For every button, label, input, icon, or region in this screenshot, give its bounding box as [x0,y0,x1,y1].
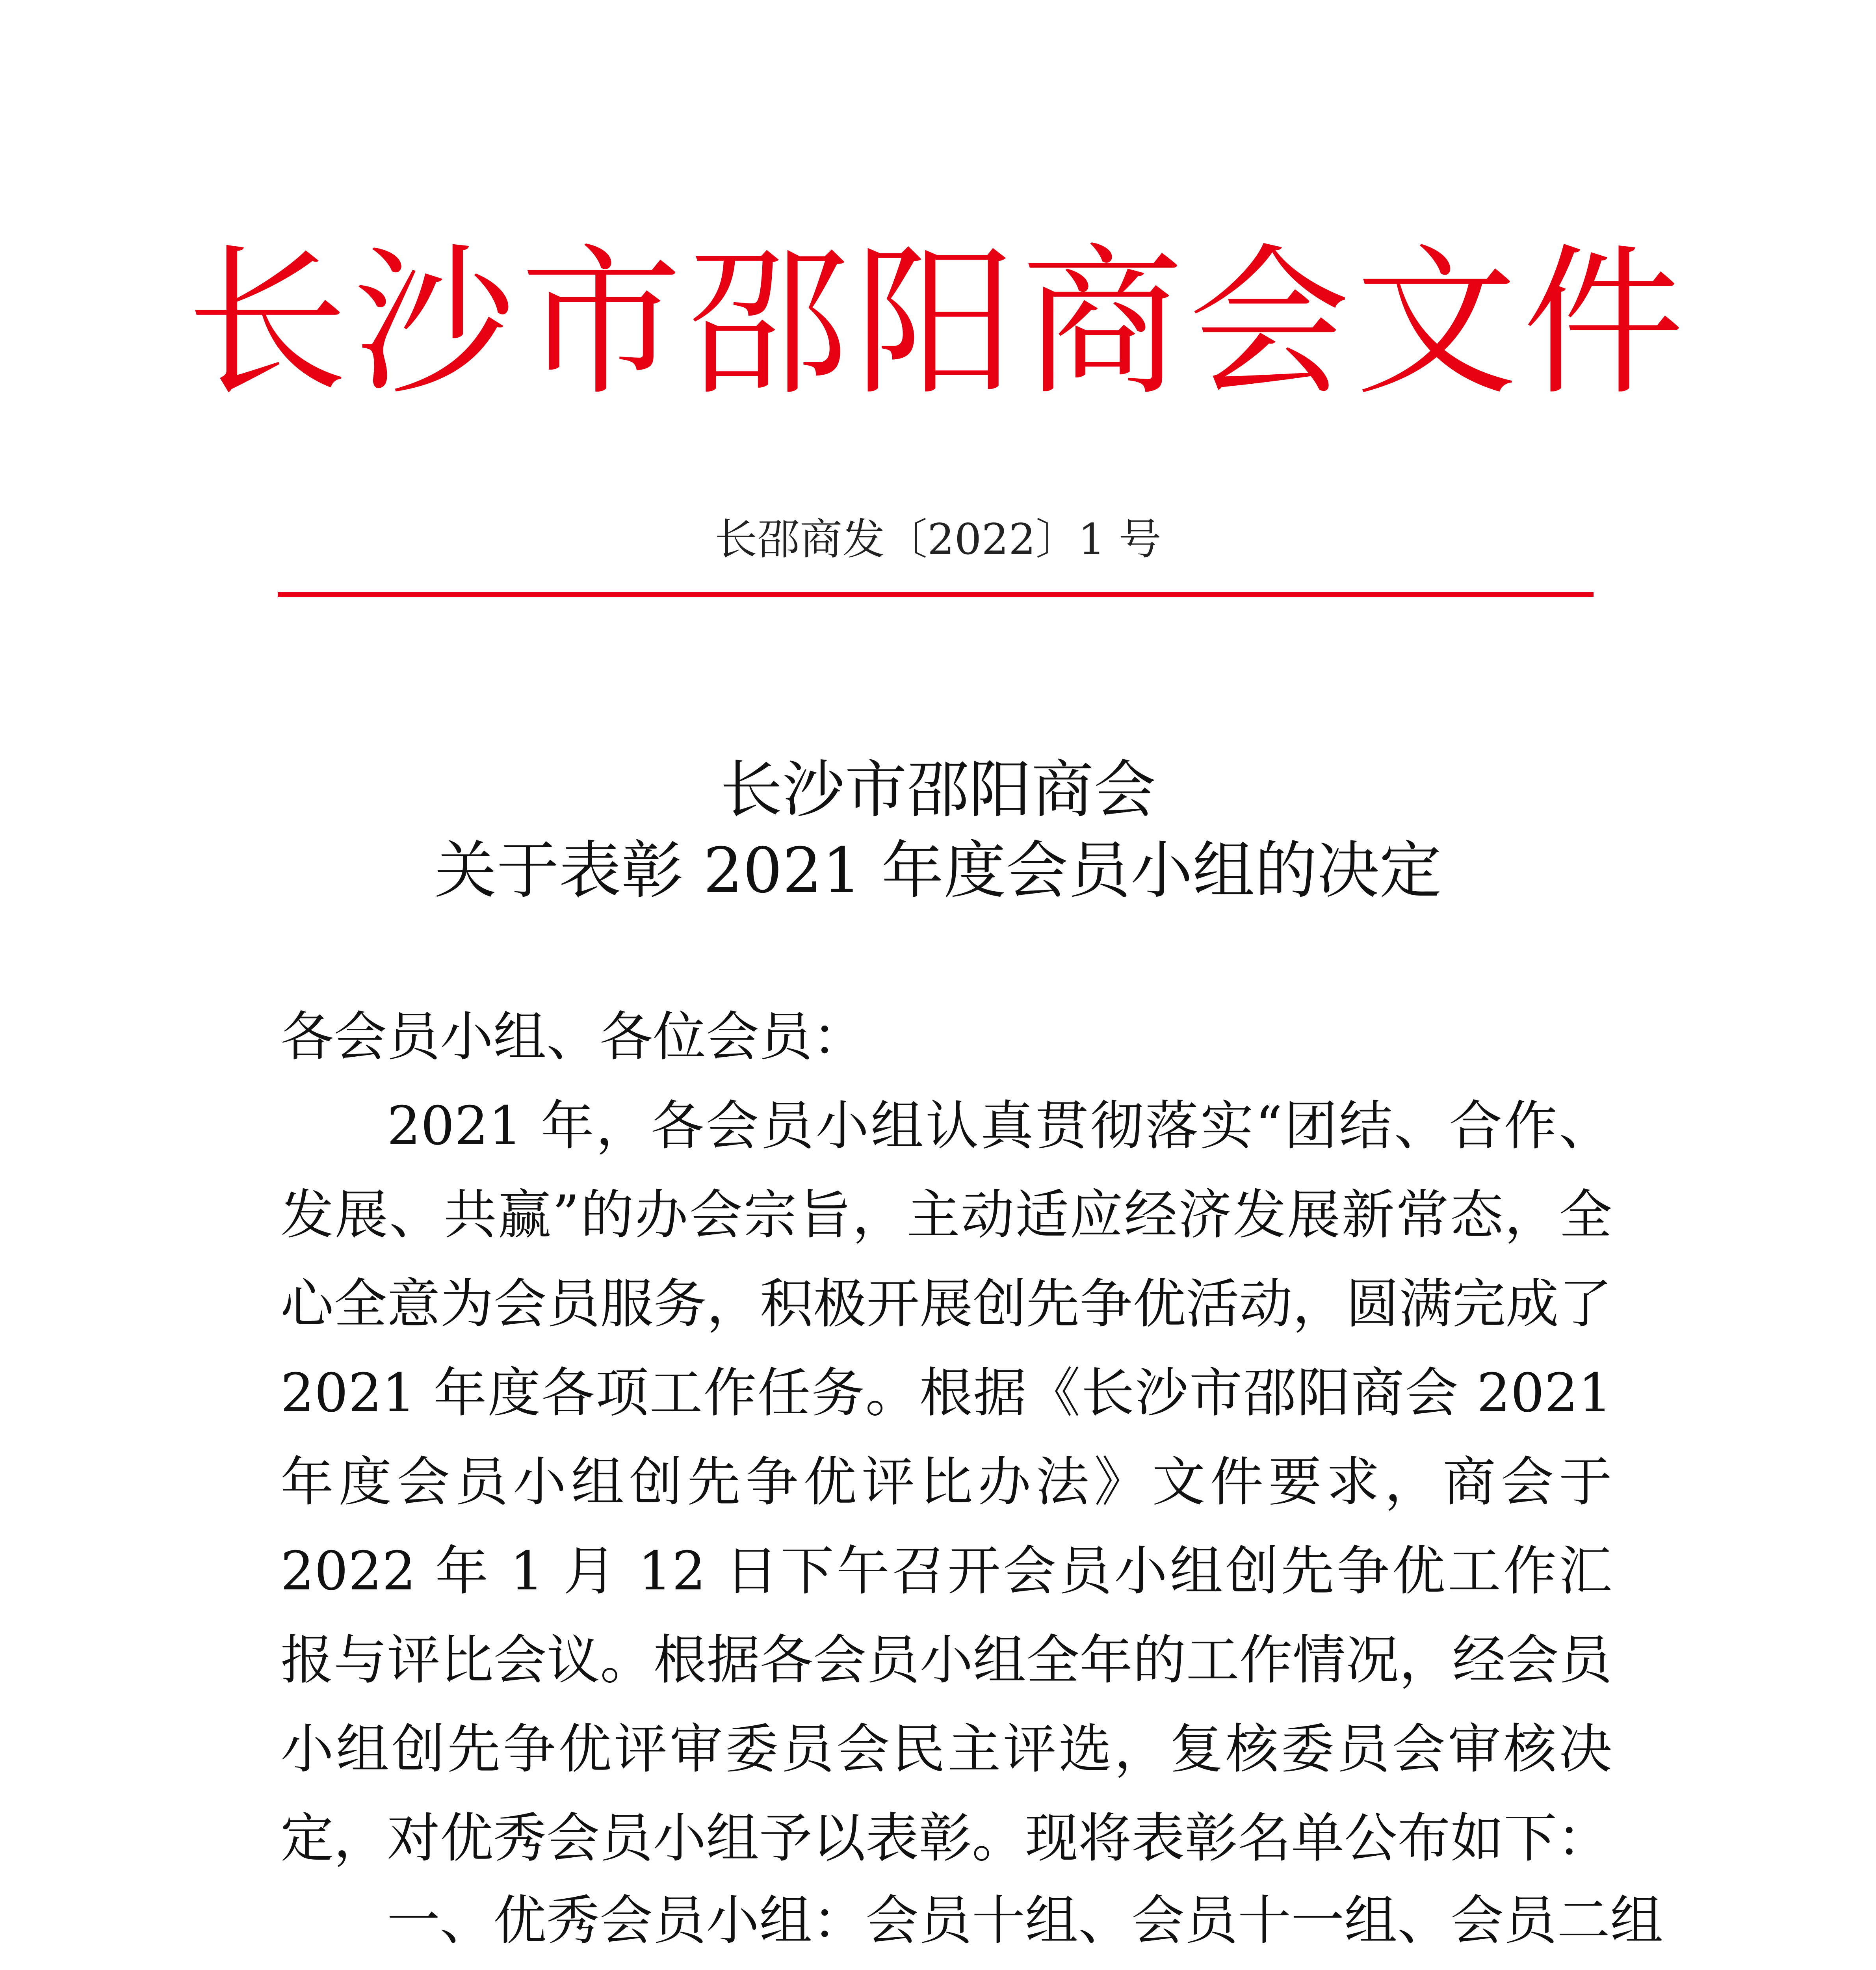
masthead-title: 长沙市邵阳商会文件 [186,229,1690,417]
award-item-excellent: 一、优秀会员小组：会员十组、会员十一组、会员二组 [387,1890,1663,1951]
document-title-line-2: 关于表彰 2021 年度会员小组的决定 [434,834,1442,907]
body-paragraph-1: 2021 年，各会员小组认真贯彻落实“团结、合作、发展、共赢”的办会宗旨，主动适应经济发展新常态，全心全意为会员服务，积极开展创先争优活动，圆满完成了 2021 年度各项工作任务。根据《长沙市邵阳商会 2021 年度会员小组创先争优评比办法》文件要求，商会于 2022 年 1 月 12 日下午召开会员小组创先争优工作汇报与评比会议。根据各会员小组全年的工作情况，经会员小组创先争优评审委员会民主评选，复核委员会审核决定，对优秀会员小组予以表彰。现将表彰名单公布如下： [280,1095,1612,1869]
document-title-line-1: 长沙市邵阳商会 [720,754,1156,826]
document-number: 长邵商发〔2022〕1 号 [715,515,1161,564]
salutation: 各会员小组、各位会员： [280,1006,866,1068]
masthead-red-divider [278,592,1594,597]
